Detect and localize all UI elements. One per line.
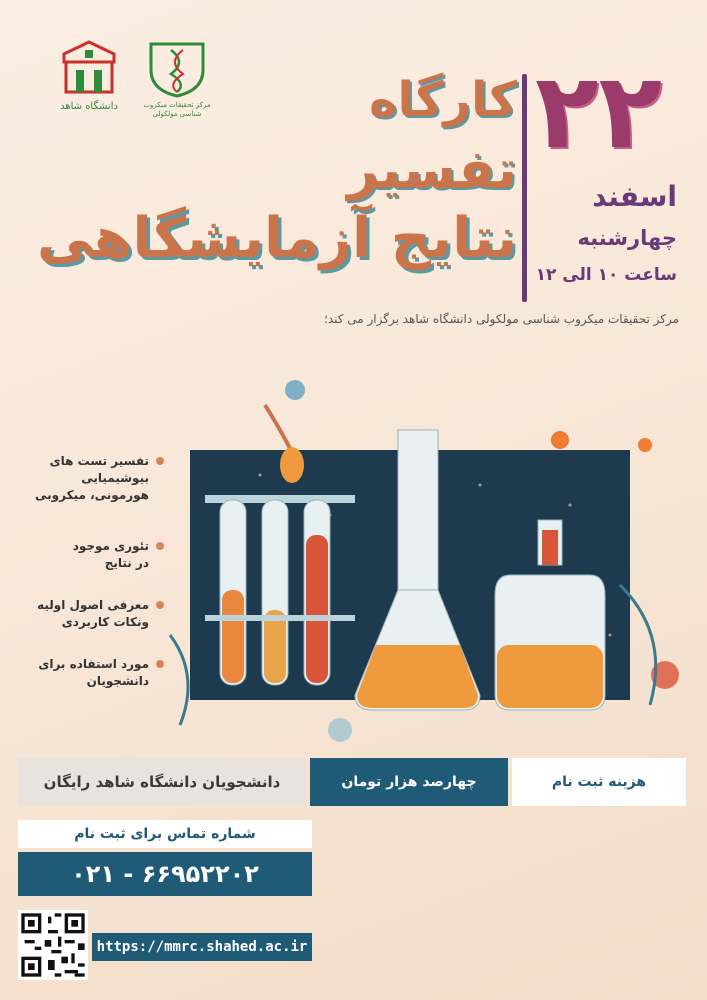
lab-glassware-illustration — [150, 375, 695, 755]
topic-4-line-1: مورد استفاده برای — [38, 657, 149, 671]
topic-3-line-1: معرفی اصول اولیه — [37, 598, 149, 612]
bullet-dot-icon — [156, 601, 164, 609]
title-line-2: تفسیر — [347, 138, 517, 201]
weekday-label: چهارشنبه — [577, 226, 677, 250]
shahed-logo-caption: دانشگاه شاهد — [60, 101, 118, 112]
title-line-1: کارگاه — [369, 72, 517, 128]
topic-1-line-1: تفسیر تست های — [49, 454, 149, 468]
month-label: اسفند — [592, 180, 677, 213]
mmrc-logo-caption: مرکز تحقیقات میکروب شناسی مولکولی — [143, 101, 211, 118]
topic-3 — [37, 597, 149, 631]
university-building-icon — [54, 40, 124, 98]
contact-phone[interactable]: ۰۲۱ - ۶۶۹۵۲۲۰۲ — [18, 852, 312, 896]
bullet-dot-icon — [156, 457, 164, 465]
title-line-3: نتایج آزمایشگاهی — [36, 206, 517, 271]
topic-1-line-3: هورمونی، میکروبی — [35, 488, 149, 502]
shahed-university-logo — [52, 40, 126, 112]
free-for-students-note: دانشجویان دانشگاه شاهد رایگان — [18, 758, 306, 806]
fee-price: چهارصد هزار تومان — [310, 758, 508, 806]
contact-box — [18, 820, 312, 896]
date-separator — [522, 74, 527, 302]
topic-4 — [38, 656, 149, 690]
bullet-dot-icon — [156, 660, 164, 668]
topic-2-line-2: در نتایج — [104, 556, 149, 570]
fee-label: هزینه ثبت نام — [512, 758, 686, 806]
dna-shield-icon — [145, 40, 209, 98]
registration-fee-band — [18, 758, 686, 806]
topic-2 — [73, 538, 149, 572]
topic-1-line-2: بیوشیمیایی — [81, 471, 149, 485]
website-link[interactable]: https://mmrc.shahed.ac.ir — [92, 933, 312, 961]
mmrc-logo — [140, 40, 214, 119]
topic-2-line-1: تئوری موجود — [72, 539, 149, 553]
topic-3-line-2: ونکات کاربردی — [61, 615, 149, 629]
organizer-text: مرکز تحقیقات میکروب شناسی مولکولی دانشگاه شاهد برگزار می کند؛ — [324, 312, 679, 326]
contact-title: شماره تماس برای ثبت نام — [18, 820, 312, 848]
time-label: ساعت ۱۰ الی ۱۲ — [535, 265, 677, 285]
bullet-dot-icon — [156, 542, 164, 550]
qr-code-icon[interactable] — [18, 910, 88, 980]
topic-4-line-2: دانشجویان — [86, 674, 149, 688]
topic-1 — [35, 453, 149, 504]
day-number: ۲۲ — [535, 50, 662, 172]
